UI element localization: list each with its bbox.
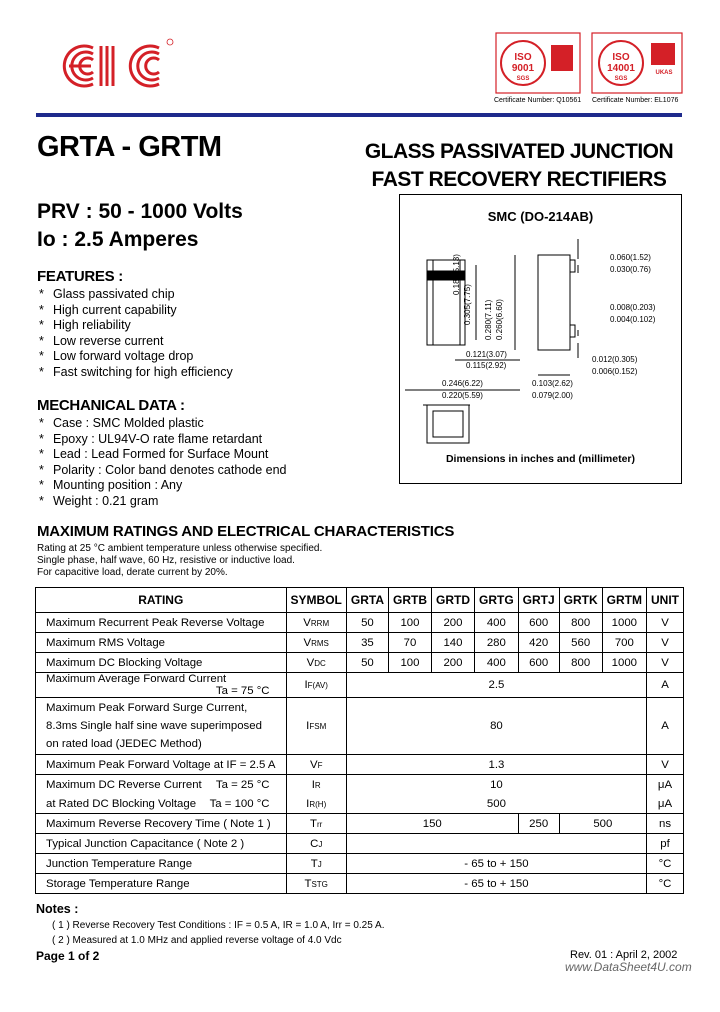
table-row [36,834,684,854]
table-row [36,794,684,814]
value-cell: 420 [518,633,559,653]
unit-cell: μA [647,794,684,814]
rating-cell [36,794,287,814]
column-header: GRTK [559,588,602,613]
symbol-cell: Trr [286,814,346,834]
table-row [36,633,684,653]
certificate-number-2: Certificate Number: EL1076 [592,97,679,104]
prv-rating: PRV : 50 - 1000 Volts [37,200,243,223]
list-item: * High current capability [37,303,233,319]
title-line-2: FAST RECOVERY RECTIFIERS [371,168,667,191]
symbol-cell: IF(AV) [286,673,346,698]
unit-cell: ns [647,814,684,834]
value-cell: 50 [346,653,388,673]
rating-cell: Maximum Recurrent Peak Reverse Voltage [36,613,287,633]
dim-label: 0.006(0.152) [592,367,638,376]
column-header: GRTA [346,588,388,613]
dim-label: 0.079(2.00) [532,391,573,400]
symbol-cell: VRRM [286,613,346,633]
title-line-1: GLASS PASSIVATED JUNCTION [364,140,674,163]
unit-cell: A [647,698,684,755]
symbol-cell: VRMS [286,633,346,653]
dim-label: 0.008(0.203) [610,303,656,312]
dim-label: 0.012(0.305) [592,355,638,364]
symbol-subscript: FSM [309,722,327,731]
list-item: * Glass passivated chip [37,287,233,303]
dim-label: 0.220(5.59) [442,391,483,400]
list-item: * Fast switching for high efficiency [37,365,233,381]
eic-logo [55,36,175,96]
table-row [36,755,684,775]
part-range: GRTA - GRTM [37,131,222,163]
mechanical-list [37,416,287,510]
rating-cell: Maximum Reverse Recovery Time ( Note 1 ) [36,814,287,834]
list-item: * Low reverse current [37,334,233,350]
package-caption: Dimensions in inches and (millimeter) [445,453,636,465]
rating-text: Maximum DC Reverse Current [46,778,202,791]
rating-cell: Junction Temperature Range [36,854,287,874]
list-item: * Polarity : Color band denotes cathode end [37,463,287,479]
ratings-heading: MAXIMUM RATINGS AND ELECTRICAL CHARACTERISTICS [37,523,455,540]
list-item: * Low forward voltage drop [37,349,233,365]
symbol-subscript: RRM [310,618,330,628]
list-item: * Epoxy : UL94V-O rate flame retardant [37,432,287,448]
symbol-cell: VF [286,755,346,775]
features-section [37,268,233,381]
certificate-number-1: Certificate Number: Q10561 [494,97,582,104]
dim-label: 0.260(6.60) [495,299,504,340]
iso-14001-badge: ISO 14001 [607,52,635,74]
mechanical-section [37,397,287,510]
dim-label: 0.121(3.07) [466,350,507,359]
unit-cell: pf [647,834,684,854]
table-row [36,814,684,834]
value-cell: 1000 [602,613,646,633]
condition-line: Single phase, half wave, 60 Hz, resistive or inductive load. [37,555,295,566]
dim-label: 0.060(1.52) [610,253,651,262]
symbol-subscript: STG [311,879,328,889]
column-header: GRTD [431,588,474,613]
value-cell: 100 [388,613,431,633]
page-number: Page 1 of 2 [36,949,100,963]
column-header: SYMBOL [286,588,346,613]
list-item: * Case : SMC Molded plastic [37,416,287,432]
package-drawing [399,194,682,484]
value-cell: 70 [388,633,431,653]
table-row [36,613,684,633]
ratings-table [35,587,684,894]
rating-condition: Ta = 100 °C [209,797,270,810]
sgs-label-2: SGS [614,76,628,82]
value-cell: 600 [518,613,559,633]
symbol-subscript: DC [314,658,326,668]
rating-text: Maximum Average Forward Current [46,673,227,685]
value-cell: 200 [431,653,474,673]
value-cell: 500 [559,814,646,834]
unit-cell: V [647,613,684,633]
sgs-label: SGS [516,76,530,82]
symbol-subscript: rr [317,819,323,829]
symbol-cell: CJ [286,834,346,854]
list-item: * Mounting position : Any [37,478,287,494]
rating-condition: Ta = 75 °C [215,685,270,697]
symbol-subscript: R [314,780,321,790]
value-cell: 250 [518,814,559,834]
note-1: ( 1 ) Reverse Recovery Test Conditions : IF = 0.5 A, IR = 1.0 A, Irr = 0.25 A. [52,920,385,931]
notes-heading: Notes : [36,902,79,916]
value-cell: 35 [346,633,388,653]
dim-label: 0.185(5.13) [452,254,461,295]
rating-line: 8.3ms Single half sine wave superimposed [46,720,262,732]
rating-cell: Maximum RMS Voltage [36,633,287,653]
note-2: ( 2 ) Measured at 1.0 MHz and applied reverse voltage of 4.0 Vdc [52,935,342,946]
rating-cell [36,698,287,755]
value-cell: 500 [346,794,646,814]
condition-line: For capacitive load, derate current by 20%. [37,567,228,578]
column-header: RATING [36,588,287,613]
column-header: UNIT [647,588,684,613]
document-title [346,138,692,194]
value-cell: 140 [431,633,474,653]
symbol-subscript: F(AV) [307,681,328,690]
value-cell: 2.5 [346,673,646,698]
dim-label: 0.030(0.76) [610,265,651,274]
condition-line: Rating at 25 °C ambient temperature unless otherwise specified. [37,543,323,554]
list-item: * High reliability [37,318,233,334]
value-cell: 800 [559,613,602,633]
rating-cell: Maximum Peak Forward Voltage at IF = 2.5 A [36,755,287,775]
unit-cell: °C [647,854,684,874]
table-row [36,653,684,673]
certification-badges [494,30,684,108]
column-header: GRTG [474,588,518,613]
table-row [36,698,684,755]
rating-cell: Typical Junction Capacitance ( Note 2 ) [36,834,287,854]
symbol-cell: VDC [286,653,346,673]
value-cell: 280 [474,633,518,653]
rating-line: on rated load (JEDEC Method) [46,738,202,750]
rating-cell [36,673,287,698]
unit-cell: V [647,653,684,673]
unit-cell: V [647,755,684,775]
table-row [36,673,684,698]
value-cell: 150 [346,814,518,834]
symbol-cell: IR [286,775,346,795]
iso-9001-badge: ISO 9001 [511,52,535,74]
value-cell: - 65 to + 150 [346,874,646,894]
value-cell: 400 [474,613,518,633]
value-cell: 800 [559,653,602,673]
table-row [36,854,684,874]
io-rating: Io : 2.5 Amperes [37,228,199,251]
key-ratings [37,198,243,254]
dim-label: 0.305(7.75) [463,284,472,325]
features-heading: FEATURES : [37,268,123,285]
rating-cell: Storage Temperature Range [36,874,287,894]
symbol-subscript: F [317,760,323,770]
value-cell: - 65 to + 150 [346,854,646,874]
rating-line: Maximum Peak Forward Surge Current, [46,702,248,714]
symbol-subscript: RMS [311,638,329,648]
rating-conditions [37,543,322,579]
list-item: * Weight : 0.21 gram [37,494,287,510]
value-cell: 400 [474,653,518,673]
table-header-row [36,588,684,613]
dim-label: 0.115(2.92) [466,361,507,370]
dim-label: 0.246(6.22) [442,379,483,388]
symbol-subscript: J [317,859,322,869]
table-row [36,874,684,894]
column-header: GRTB [388,588,431,613]
value-cell [346,834,646,854]
rating-condition: Ta = 25 °C [215,778,270,791]
value-cell: 600 [518,653,559,673]
symbol-cell: TJ [286,854,346,874]
rating-cell: Maximum DC Blocking Voltage [36,653,287,673]
value-cell: 100 [388,653,431,673]
rating-cell [36,775,287,795]
revision-date: Rev. 01 : April 2, 2002 [570,949,678,961]
ukas-label: UKAS [655,70,673,76]
value-cell: 200 [431,613,474,633]
value-cell: 1.3 [346,755,646,775]
symbol-subscript: R(H) [309,799,327,809]
value-cell: 700 [602,633,646,653]
dim-label: 0.103(2.62) [532,379,573,388]
column-header: GRTM [602,588,646,613]
symbol-cell: IR(H) [286,794,346,814]
symbol-cell: IFSM [286,698,346,755]
mechanical-heading: MECHANICAL DATA : [37,397,185,414]
value-cell: 80 [346,698,646,755]
dim-label: 0.004(0.102) [610,315,656,324]
unit-cell: °C [647,874,684,894]
rating-text: at Rated DC Blocking Voltage [46,797,197,810]
watermark: www.DataSheet4U.com [565,960,692,974]
value-cell: 1000 [602,653,646,673]
table-row [36,775,684,795]
symbol-subscript: J [318,839,323,849]
list-item: * Lead : Lead Formed for Surface Mount [37,447,287,463]
unit-cell: A [647,673,684,698]
dim-label: 0.280(7.11) [484,299,493,340]
column-header: GRTJ [518,588,559,613]
value-cell: 50 [346,613,388,633]
features-list [37,287,233,381]
unit-cell: V [647,633,684,653]
value-cell: 10 [346,775,646,795]
symbol-cell: TSTG [286,874,346,894]
header-rule [36,113,682,117]
unit-cell: μA [647,775,684,795]
value-cell: 560 [559,633,602,653]
package-name: SMC (DO-214AB) [487,209,594,224]
